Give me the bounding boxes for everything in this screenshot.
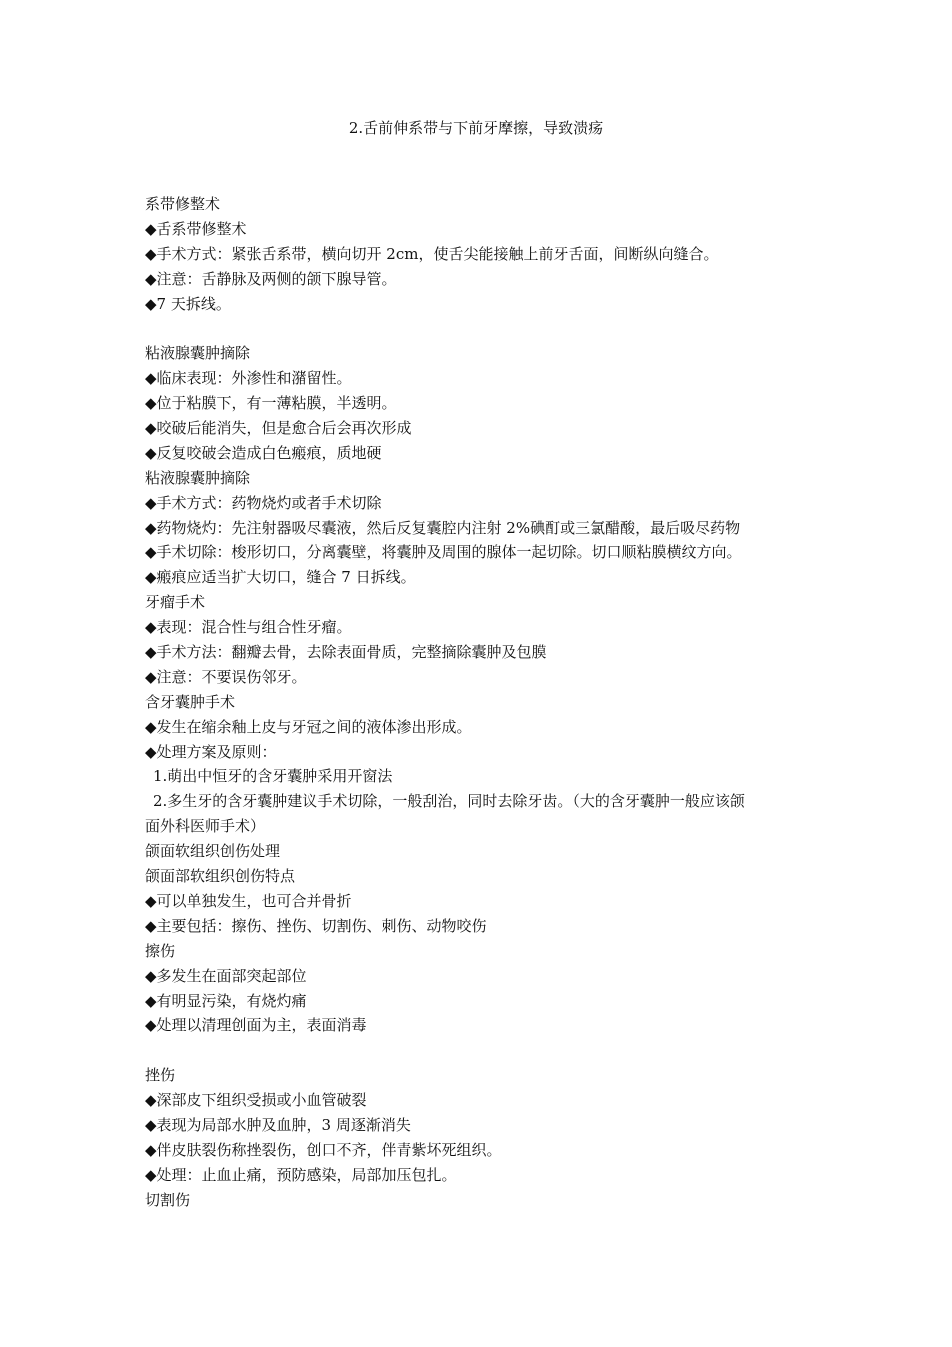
section-heading: 颌面软组织创伤处理 [145,842,281,861]
bullet-line: ◆可以单独发生，也可合并骨折 [145,891,352,910]
bullet-line: ◆手术方法：翻瓣去骨，去除表面骨质，完整摘除囊肿及包膜 [145,643,547,662]
continuation-line: 面外科医师手术） [145,817,266,836]
bullet-line: ◆舌系带修整术 [145,219,247,238]
document-body [145,192,825,1213]
bullet-line: ◆处理以清理创面为主，表面消毒 [145,1016,367,1035]
section-heading: 含牙囊肿手术 [145,692,236,711]
section-heading: 粘液腺囊肿摘除 [145,468,251,487]
bullet-line: ◆发生在缩余釉上皮与牙冠之间的液体渗出形成。 [145,717,472,736]
bullet-line: ◆7 天拆线。 [145,294,231,313]
section-heading: 牙瘤手术 [145,593,206,612]
bullet-line: ◆注意：舌静脉及两侧的颌下腺导管。 [145,269,397,288]
section-heading: 粘液腺囊肿摘除 [145,344,251,363]
bullet-line: ◆药物烧灼：先注射器吸尽囊液，然后反复囊腔内注射 2%碘酊或三氯醋酸，最后吸尽药物 [145,518,741,537]
bullet-line: ◆伴皮肤裂伤称挫裂伤，创口不齐，伴青紫坏死组织。 [145,1140,502,1159]
bullet-line: ◆手术切除：梭形切口，分离囊壁，将囊肿及周围的腺体一起切除。切口顺粘膜横纹方向。 [145,543,742,562]
bullet-line: ◆处理：止血止痛，预防感染，局部加压包扎。 [145,1165,457,1184]
bullet-line: ◆位于粘膜下，有一薄粘膜，半透明。 [145,394,397,413]
section-heading: 颌面部软组织创伤特点 [145,867,296,886]
bullet-line: ◆有明显污染，有烧灼痛 [145,991,307,1010]
bullet-line: ◆临床表现：外渗性和潴留性。 [145,369,352,388]
bullet-line: ◆注意：不要误伤邻牙。 [145,667,307,686]
bullet-line: ◆处理方案及原则： [145,742,277,761]
bullet-line: ◆主要包括：擦伤、挫伤、切割伤、刺伤、动物咬伤 [145,916,487,935]
bullet-line: ◆多发生在面部突起部位 [145,966,307,985]
bullet-line: ◆反复咬破会造成白色瘢痕，质地硬 [145,443,382,462]
section-heading: 擦伤 [145,941,176,960]
numbered-line: 1.萌出中恒牙的含牙囊肿采用开窗法 [153,767,393,786]
section-heading: 切割伤 [145,1190,191,1209]
blank-line [145,316,825,341]
bullet-line: ◆手术方式：药物烧灼或者手术切除 [145,493,382,512]
section-heading: 挫伤 [145,1066,176,1085]
bullet-line: ◆表现：混合性与组合性牙瘤。 [145,618,352,637]
bullet-line: ◆咬破后能消失，但是愈合后会再次形成 [145,419,412,438]
bullet-line: ◆手术方式：紧张舌系带，横向切开 2cm，使舌尖能接触上前牙舌面，间断纵向缝合。 [145,244,719,263]
bullet-line: ◆表现为局部水肿及血肿，3 周逐渐消失 [145,1115,411,1134]
page-title: 2.舌前伸系带与下前牙摩擦，导致溃疡 [348,119,604,137]
numbered-line: 2.多生牙的含牙囊肿建议手术切除，一般刮治，同时去除牙齿。（大的含牙囊肿一般应该颌 [153,792,745,811]
section-heading: 系带修整术 [145,195,221,213]
bullet-line: ◆瘢痕应适当扩大切口，缝合 7 日拆线。 [145,568,416,587]
blank-line [145,1038,825,1063]
bullet-line: ◆深部皮下组织受损或小血管破裂 [145,1091,367,1110]
